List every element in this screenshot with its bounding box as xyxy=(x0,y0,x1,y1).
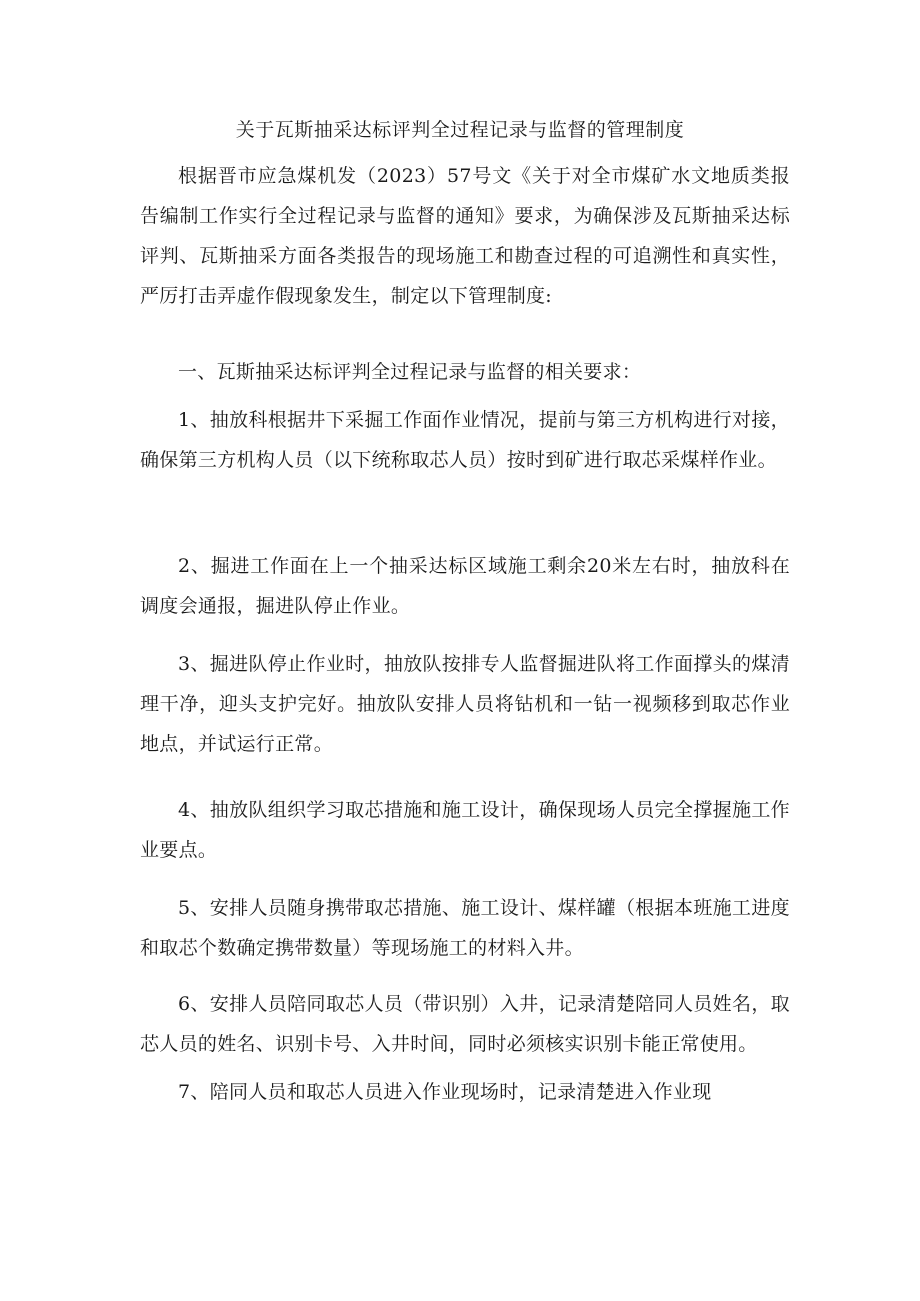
requirement-item-2: 2、掘进工作面在上一个抽采达标区域施工剩余20米左右时，抽放科在调度会通报，掘进队停止作业。 xyxy=(140,555,790,617)
requirement-item-1: 1、抽放科根据井下采掘工作面作业情况，提前与第三方机构进行对接，确保第三方机构人员（以下统称取芯人员）按时到矿进行取芯采煤样作业。 xyxy=(140,409,790,471)
requirement-item-4: 4、抽放队组织学习取芯措施和施工设计，确保现场人员完全撑握施工作业要点。 xyxy=(140,799,790,861)
requirement-item-6: 6、安排人员陪同取芯人员（带识别）入井，记录清楚陪同人员姓名，取芯人员的姓名、识别卡号、入井时间，同时必须核实识别卡能正常使用。 xyxy=(140,993,790,1055)
requirement-item-3: 3、掘进队停止作业时，抽放队按排专人监督掘进队将工作面撑头的煤清理干净，迎头支护完好。抽放队安排人员将钻机和一钻一视频移到取芯作业地点，并试运行正常。 xyxy=(140,653,790,755)
document-title: 关于瓦斯抽采达标评判全过程记录与监督的管理制度 xyxy=(235,119,685,141)
intro-paragraph: 根据晋市应急煤机发（2023）57号文《关于对全市煤矿水文地质类报告编制工作实行全过程记录与监督的通知》要求，为确保涉及瓦斯抽采达标评判、瓦斯抽采方面各类报告的现场施工和勘查过程的可追溯性和真实性，严厉打击弄虚作假现象发生，制定以下管理制度: xyxy=(140,165,790,307)
section-heading: 一、瓦斯抽采达标评判全过程记录与监督的相关要求： xyxy=(178,361,642,383)
requirement-item-5: 5、安排人员随身携带取芯措施、施工设计、煤样罐（根据本班施工进度和取芯个数确定携带数量）等现场施工的材料入井。 xyxy=(140,897,790,959)
requirement-item-7: 7、陪同人员和取芯人员进入作业现场时，记录清楚进入作业现 xyxy=(178,1081,712,1103)
